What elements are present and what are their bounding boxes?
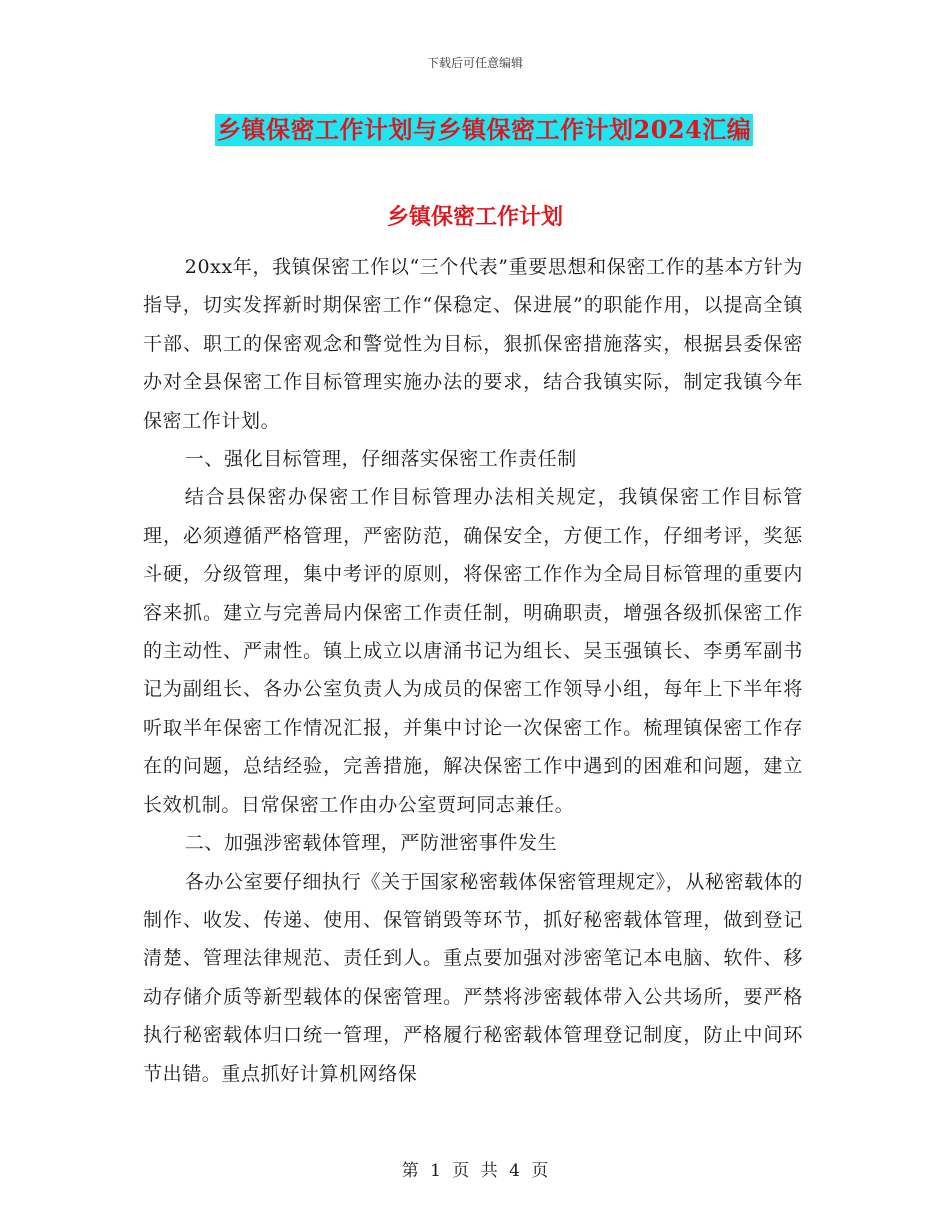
paragraph-section-1: 结合县保密办保密工作目标管理办法相关规定，我镇保密工作目标管理，必须遵循严格管理，严密防范，确保安全，方便工作，仔细考评，奖惩斗硬，分级管理，集中考评的原则，将保密工作作为全局目标管理的重要内容来抓。建立与完善局内保密工作责任制，明确职责，增强各级抓保密工作的主动性、严肃性。镇上成立以唐涌书记为组长、吴玉强镇长、李勇军副书记为副组长、各办公室负责人为成员的保密工作领导小组，每年上下半年将听取半年保密工作情况汇报，并集中讨论一次保密工作。梳理镇保密工作存在的问题，总结经验，完善措施，解决保密工作中遇到的困难和问题，建立长效机制。日常保密工作由办公室贾珂同志兼任。 bbox=[143, 486, 803, 816]
paragraph-intro: 20xx年，我镇保密工作以“三个代表”重要思想和保密工作的基本方针为指导，切实发挥新时期保密工作“保稳定、保进展”的职能作用，以提高全镇干部、职工的保密观念和警觉性为目标，狠抓保密措施落实，根据县委保密办对全县保密工作目标管理实施办法的要求，结合我镇实际，制定我镇今年保密工作计划。 bbox=[143, 256, 803, 432]
header-note: 下载后可任意编辑 bbox=[426, 56, 523, 70]
section-title: 乡镇保密工作计划 bbox=[386, 204, 563, 230]
document-title: 乡镇保密工作计划与乡镇保密工作计划2024汇编 bbox=[217, 115, 752, 144]
paragraph-section-2: 各办公室要仔细执行《关于国家秘密载体保密管理规定》，从秘密载体的制作、收发、传递、使用、保管销毁等环节，抓好秘密载体管理，做到登记清楚、管理法律规范、责任到人。重点要加强对涉密笔记本电脑、软件、移动存储介质等新型载体的保密管理。严禁将涉密载体带入公共场所，要严格执行秘密载体归口统一管理，严格履行秘密载体管理登记制度，防止中间环节出错。重点抓好计算机网络保 bbox=[143, 870, 803, 1085]
page-indicator: 第 1 页 共 4 页 bbox=[401, 1161, 549, 1181]
heading-section-2: 二、加强涉密载体管理，严防泄密事件发生 bbox=[184, 832, 558, 855]
document-body bbox=[143, 248, 803, 1093]
heading-section-1: 一、强化目标管理，仔细落实保密工作责任制 bbox=[184, 448, 577, 471]
